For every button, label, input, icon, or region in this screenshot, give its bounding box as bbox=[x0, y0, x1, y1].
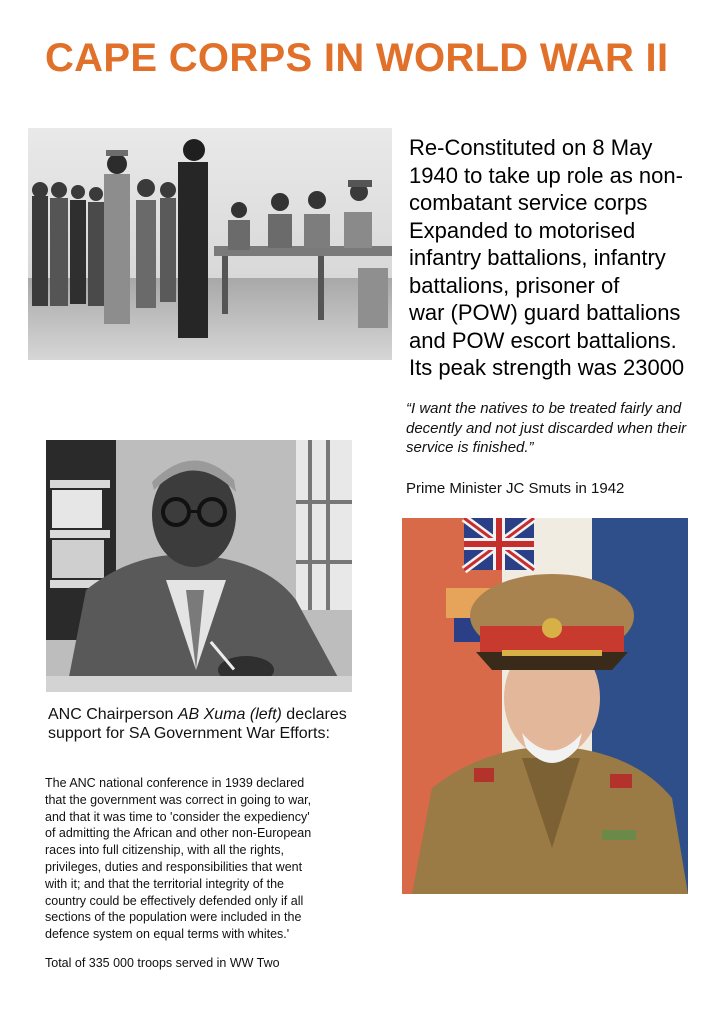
body-line: sections of the population were included in the bbox=[45, 910, 302, 925]
body-line: defence system on equal terms with whites.' bbox=[45, 927, 290, 942]
anc-conference-text bbox=[45, 775, 350, 943]
smuts-portrait bbox=[402, 518, 688, 894]
intro-line: Re-Constituted on 8 May bbox=[409, 135, 653, 160]
body-line: that the government was correct in going to war, bbox=[45, 792, 312, 807]
body-line: country could be effectively defended only if all bbox=[45, 893, 304, 908]
body-line: races into full citizenship, with all the rights, bbox=[45, 843, 284, 858]
intro-text bbox=[409, 134, 719, 382]
intro-line: combatant service corps bbox=[409, 190, 648, 215]
intro-line: and POW escort battalions. bbox=[409, 327, 677, 353]
caption-name: AB Xuma (left) bbox=[177, 706, 282, 723]
intro-line: infantry battalions, infantry bbox=[409, 245, 666, 270]
body-line: privileges, duties and responsibilities that went bbox=[45, 859, 303, 874]
page-title: CAPE CORPS IN WORLD WAR II bbox=[45, 36, 669, 80]
caption-prefix: ANC Chairperson bbox=[48, 706, 178, 723]
intro-line: Expanded to motorised bbox=[409, 217, 636, 243]
caption-suffix: declares support for SA Government War Efforts: bbox=[48, 706, 347, 742]
intro-line: Its peak strength was 23000 bbox=[409, 355, 685, 380]
xuma-caption bbox=[48, 705, 348, 743]
body-line: The ANC national conference in 1939 declared bbox=[45, 776, 305, 790]
xuma-photo bbox=[46, 440, 352, 692]
quote-attribution: Prime Minister JC Smuts in 1942 bbox=[406, 480, 625, 497]
intro-line: battalions, prisoner of bbox=[409, 272, 620, 298]
smuts-quote: “I want the natives to be treated fairly and decently and not just discarded when their service is finished.” bbox=[406, 400, 687, 456]
total-troops: Total of 335 000 troops served in WW Two bbox=[45, 956, 280, 970]
intro-line: war (POW) guard battalions bbox=[409, 300, 681, 325]
body-line: with it; and that the territorial integrity of the bbox=[45, 876, 285, 891]
body-line: and that it was time to 'consider the expediency' bbox=[45, 809, 310, 824]
recruitment-photo bbox=[28, 128, 392, 360]
body-line: of admitting the African and other non-European bbox=[45, 826, 312, 841]
intro-line: 1940 to take up role as non- bbox=[409, 162, 683, 188]
